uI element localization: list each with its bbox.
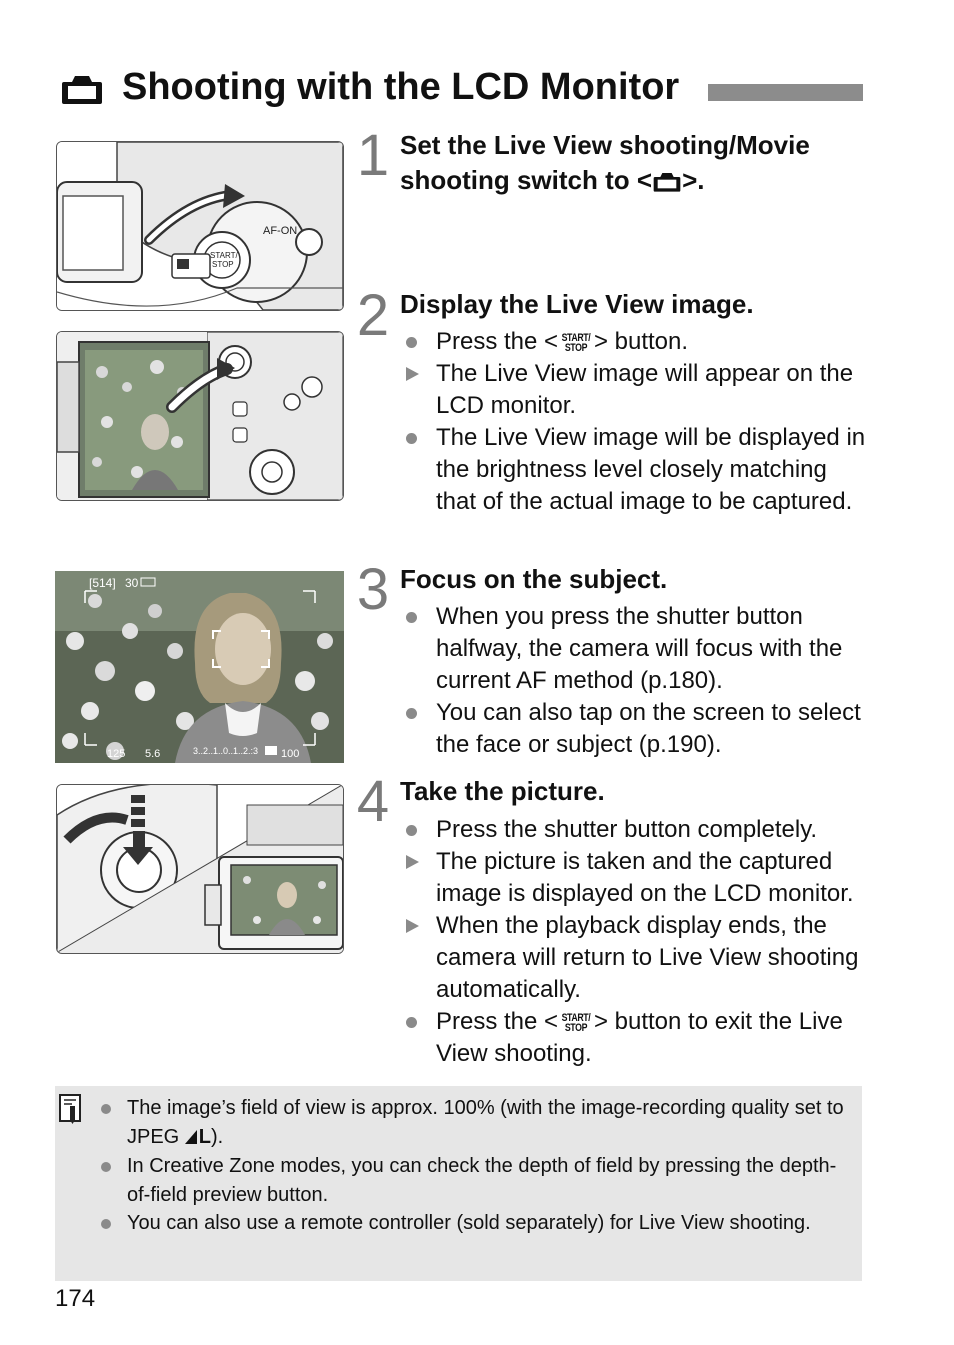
aperture-value: 5.6 bbox=[145, 748, 161, 760]
stop-label: STOP bbox=[212, 260, 234, 269]
af-on-label: AF-ON bbox=[263, 225, 298, 237]
step-title: Display the Live View image. bbox=[400, 289, 754, 319]
step4-figure bbox=[56, 784, 344, 954]
bullet-circle-icon bbox=[101, 1162, 111, 1172]
page-number: 174 bbox=[55, 1285, 96, 1312]
iso-value: 100 bbox=[281, 748, 300, 760]
step3-figure bbox=[55, 571, 344, 763]
list-item: Press the < START/ STOP > button to exit the Live View shooting. bbox=[400, 1006, 870, 1070]
step-title-line2-prefix: shooting switch to < bbox=[400, 165, 653, 195]
start-stop-button-icon: START/ STOP bbox=[561, 331, 591, 354]
bullet-circle-icon bbox=[101, 1219, 111, 1229]
list-item: When you press the shutter button halfway, the camera will focus with the current AF method (p.180). bbox=[400, 601, 870, 697]
step-title: Focus on the subject. bbox=[400, 564, 668, 594]
quality-icon: L bbox=[185, 1126, 211, 1148]
start-label: START/ bbox=[210, 251, 238, 260]
bullet-arrow-icon bbox=[406, 919, 419, 933]
step-number: 3 bbox=[356, 557, 390, 622]
note-item: In Creative Zone modes, you can check the depth of field by pressing the depth-of-field preview button. bbox=[127, 1152, 852, 1210]
step-title-line2-suffix: >. bbox=[682, 165, 705, 195]
bullet-circle-icon bbox=[406, 1017, 417, 1028]
bullet-arrow-icon bbox=[406, 855, 419, 869]
bullet-circle-icon bbox=[406, 825, 417, 836]
step2-list bbox=[400, 326, 870, 518]
bullet-circle-icon bbox=[406, 337, 417, 348]
notes-box bbox=[55, 1086, 862, 1281]
bullet-circle-icon bbox=[406, 708, 417, 719]
step3-list bbox=[400, 601, 870, 761]
list-item: The Live View image will appear on the LCD monitor. bbox=[400, 358, 870, 422]
exposure-scale: 3..2..1..0..1..2.:3 bbox=[193, 746, 259, 756]
bullet-circle-icon bbox=[406, 433, 417, 444]
title-rule bbox=[708, 84, 863, 101]
step1-figure bbox=[56, 141, 344, 311]
live-view-camera-icon bbox=[60, 70, 104, 106]
step2-figure bbox=[56, 331, 344, 501]
list-item: The picture is taken and the captured image is displayed on the LCD monitor. bbox=[400, 846, 870, 910]
live-view-camera-icon bbox=[652, 167, 682, 202]
start-stop-button-icon: START/ STOP bbox=[561, 1011, 591, 1034]
list-item: Press the < START/ STOP > button. bbox=[400, 326, 870, 358]
step-title: Take the picture. bbox=[400, 776, 605, 806]
step-number: 2 bbox=[356, 283, 390, 348]
shutter-speed: 125 bbox=[107, 748, 126, 760]
step-number: 1 bbox=[356, 123, 390, 188]
step-number: 4 bbox=[356, 769, 390, 834]
step-title-line1: Set the Live View shooting/Movie bbox=[400, 130, 810, 160]
list-item: When the playback display ends, the camera will return to Live View shooting automatically. bbox=[400, 910, 870, 1006]
bullet-arrow-icon bbox=[406, 367, 419, 381]
memo-icon bbox=[58, 1092, 84, 1129]
list-item: You can also tap on the screen to select the face or subject (p.190). bbox=[400, 697, 870, 761]
page-title: Shooting with the LCD Monitor bbox=[122, 66, 680, 108]
drive-value: 30 bbox=[125, 576, 139, 590]
list-item: Press the shutter button completely. bbox=[400, 814, 870, 846]
bullet-circle-icon bbox=[101, 1104, 111, 1114]
bullet-circle-icon bbox=[406, 612, 417, 623]
list-item: The Live View image will be displayed in the brightness level closely matching that of the actual image to be captured. bbox=[400, 422, 870, 518]
step4-list bbox=[400, 814, 870, 1070]
note-item: The image’s field of view is approx. 100% (with the image-recording quality set to JPEG L). bbox=[127, 1094, 852, 1152]
shots-remaining: [514] bbox=[89, 576, 116, 590]
note-item: You can also use a remote controller (sold separately) for Live View shooting. bbox=[127, 1209, 852, 1238]
step-title bbox=[400, 128, 870, 202]
